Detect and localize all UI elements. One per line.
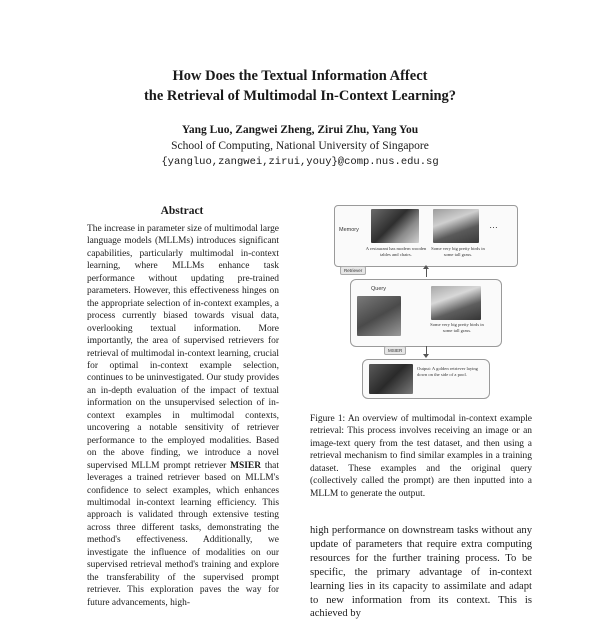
abstract-bold-term: MSIER (230, 460, 262, 471)
author-name: Zirui Zhu (317, 124, 367, 136)
author-email: {yangluo,zangwei,zirui,youy}@comp.nus.edu.sg (161, 156, 439, 168)
figure-1-diagram (332, 205, 520, 405)
figure-caption-text: Figure 1: An overview of multimodal in-context example retrieval: This process involves receiving an image or an image-text query from the test dataset, and then using a retrieval mechanism to find similar examples in a training dataset. These examples and the original query (collectively called the prompt) are then inputted into a MLLM to generate the output. (310, 414, 532, 499)
memory-ellipsis: … (489, 220, 498, 230)
author-affiliation: School of Computing, National University of Singapore (171, 140, 429, 152)
query-image (357, 296, 401, 336)
arrow-up-icon (423, 265, 429, 269)
query-label: Query (371, 286, 386, 292)
figure-1-caption (310, 413, 532, 500)
memory-image-birds (433, 209, 479, 243)
memory-caption-1: A restaurant has modern wooden tables and chairs. (365, 246, 427, 257)
author-name: Yang Luo (181, 124, 230, 136)
query-caption: Some very big pretty birds in some tall grass. (430, 322, 484, 333)
abstract-text-part-1: The increase in parameter size of multimodal large language models (MLLMs) introduces significant capabilities, particularly multimodal in-context learning, where MLLMs enhance task performance without updating pre-trained parameters. However, this effectiveness hinges on the appropriate selection of in-context examples, a process currently biased towards visual data, overlooking textual information. More importantly, the area of supervised retrievers for retrieval of multimodal in-context learning, crucial for optimal in-context example selection, continues to be uninvestigated. Our study provides an in-depth evaluation of the impact of textual information on the unsupervised selection of in-context examples in multimodal contexts, uncovering a notable sensitivity of retriever performance to the employed modalities. Based on the above finding, we introduce a novel supervised MLLM prompt retriever (87, 224, 279, 471)
abstract-heading: Abstract (160, 205, 204, 217)
body-text-right (310, 524, 532, 621)
memory-caption-2: Some very big pretty birds in some tall grass. (431, 246, 485, 257)
paper-title (0, 66, 600, 106)
output-box (362, 359, 490, 399)
paper-title-line-1: How Does the Textual Information Affect (172, 68, 428, 84)
memory-image-restaurant (371, 209, 419, 243)
query-example-image (431, 286, 481, 320)
query-box (350, 279, 502, 347)
author-name: Zangwei Zheng (235, 124, 312, 136)
author-names: Yang Luo, Zangwei Zheng, Zirui Zhu, Yang You (181, 124, 419, 136)
memory-box (334, 205, 518, 267)
body-paragraph: high performance on downstream tasks without any update of parameters that require extra computing resources for the further training process. To be specific, the primary advantage of in-context learning lies in its capacity to assimilate and adapt to new information from its context. This is achieved by (310, 525, 532, 620)
abstract-body (87, 223, 279, 609)
msier-label: MSIER (384, 346, 406, 355)
abstract-text-part-2: that leverages a trained retriever based on MLLM's confidence to select examples, which enhances multimodal in-context learning efficiency. This approach is validated through extensive testing across three different tasks, demonstrating the method's effectiveness. Additionally, we investigate the influence of modalities on our supervised retrieval method's training and explore the transferability of the supervised prompt retriever. This exploration paves the way for future advancements, high- (87, 460, 279, 608)
output-image (369, 364, 413, 394)
output-caption: Output: A golden retriever laying down on the side of a pool. (417, 366, 478, 377)
arrow-line (426, 268, 427, 277)
memory-label: Memory (339, 227, 359, 233)
arrow-down-icon (423, 354, 429, 358)
author-name: Yang You (371, 124, 419, 136)
retriever-label: Retriever (340, 266, 366, 275)
paper-title-line-2: the Retrieval of Multimodal In-Context Learning? (143, 88, 457, 104)
author-block (0, 122, 600, 170)
